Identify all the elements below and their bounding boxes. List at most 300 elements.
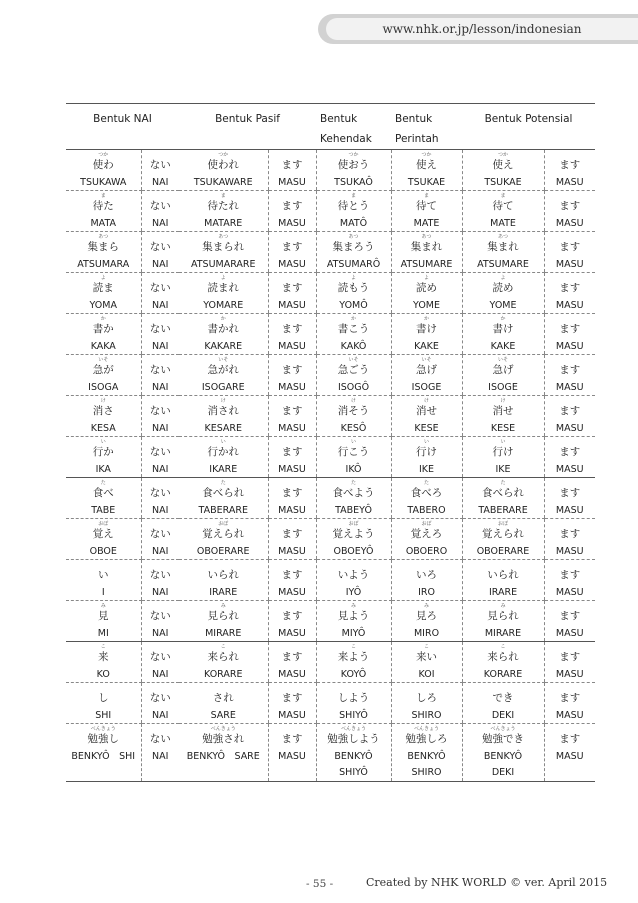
table-cell (179, 601, 268, 642)
table-cell (391, 355, 462, 396)
kana-form: ない (149, 364, 171, 376)
romaji-form: ISOGE (411, 382, 442, 393)
kana-form: ます (559, 323, 581, 335)
romaji-form: DEKI (491, 710, 515, 721)
romaji-form: ATSUMARE (477, 259, 529, 270)
kana-form: 見られ (487, 610, 519, 622)
kana-form: 集まら (87, 241, 119, 253)
furigana: おぼ (498, 521, 509, 527)
table-cell (268, 314, 316, 355)
romaji-form: OBOERO (405, 546, 448, 557)
kana-form: 勉強でき (482, 733, 525, 745)
table-cell (316, 724, 391, 782)
romaji-form-line2: DEKI (491, 767, 515, 778)
furigana: つか (498, 152, 509, 158)
table-cell (66, 314, 141, 355)
table-cell (316, 642, 391, 683)
furigana: べんきょう (341, 726, 367, 732)
table-cell (66, 642, 141, 683)
romaji-form: ISOGARE (201, 382, 245, 393)
table-cell (391, 601, 462, 642)
furigana: み (100, 603, 106, 609)
furigana: つか (348, 152, 359, 158)
furigana: こ (100, 644, 106, 650)
table-cell (141, 601, 179, 642)
romaji-form: NAI (152, 300, 169, 311)
table-cell (268, 150, 316, 191)
romaji-form: OBOEYÔ (333, 546, 374, 557)
kana-form: 来られ (487, 651, 519, 663)
table-cell (268, 642, 316, 683)
romaji-form: TSUKAE (484, 177, 522, 188)
romaji-form: MASU (555, 218, 584, 229)
kana-form: 食べよう (332, 487, 375, 499)
table-cell (544, 150, 595, 191)
romaji-form: IYÔ (345, 587, 362, 598)
romaji-form: TSUKAWA (80, 177, 127, 188)
table-cell (179, 437, 268, 478)
romaji-form-line2: SHIYÔ (339, 767, 368, 778)
table-cell (66, 724, 141, 782)
kana-form: 待て (416, 200, 438, 212)
header-perintah: Bentuk Perintah (391, 104, 462, 150)
table-cell (316, 601, 391, 642)
table-cell (462, 191, 544, 232)
table-cell (179, 396, 268, 437)
kana-form: ます (559, 651, 581, 663)
table-cell (179, 478, 268, 519)
romaji-form: MASU (278, 464, 306, 475)
romaji-form: MASU (278, 628, 306, 639)
table-cell (391, 437, 462, 478)
furigana: つか (98, 152, 109, 158)
kana-form: ない (149, 487, 171, 499)
romaji-form: MASU (555, 751, 584, 762)
table-cell (141, 519, 179, 560)
table-cell (179, 519, 268, 560)
romaji-form: MASU (278, 218, 306, 229)
romaji-form: MASU (278, 423, 306, 434)
kana-form: ない (149, 323, 171, 335)
kana-form: ない (149, 610, 171, 622)
romaji-form: KESA (90, 423, 116, 434)
table-cell (391, 560, 462, 601)
romaji-form: TSUKAE (407, 177, 446, 188)
table-cell (391, 314, 462, 355)
romaji-form: KAKE (490, 341, 516, 352)
kana-form: 勉強しろ (405, 733, 448, 745)
url-banner (318, 14, 638, 44)
kana-form: 消さ (92, 405, 114, 417)
kana-form: ます (281, 282, 303, 294)
kana-form: 書かれ (207, 323, 239, 335)
kana-form: ない (149, 692, 171, 704)
kana-form: ます (281, 733, 303, 745)
table-cell (544, 314, 595, 355)
furigana: べんきょう (210, 726, 236, 732)
table-cell (391, 724, 462, 782)
table-cell (544, 396, 595, 437)
furigana: あつ (348, 234, 359, 240)
romaji-form: BENKYÔ SHI (71, 751, 136, 762)
furigana: い (424, 439, 430, 445)
kana-form: 急げ (492, 364, 514, 376)
kana-form: ない (149, 282, 171, 294)
kana-form: いられ (207, 569, 239, 581)
furigana: いそ (348, 357, 359, 363)
kana-form: 勉強され (202, 733, 245, 745)
table-cell (391, 273, 462, 314)
kana-form: 行こう (337, 446, 370, 458)
table-cell (179, 273, 268, 314)
furigana: おぼ (421, 521, 432, 527)
furigana: み (500, 603, 506, 609)
romaji-form: NAI (152, 710, 169, 721)
furigana: か (100, 316, 106, 322)
table-row (66, 232, 595, 273)
kana-form: 待て (492, 200, 514, 212)
furigana: いそ (218, 357, 229, 363)
kana-form: ます (281, 692, 303, 704)
table-cell (391, 519, 462, 560)
furigana: こ (500, 644, 506, 650)
kana-form: 集まれ (410, 241, 443, 253)
table-cell (462, 642, 544, 683)
romaji-form: NAI (152, 341, 169, 352)
romaji-form: NAI (152, 587, 169, 598)
table-cell (179, 191, 268, 232)
table-cell (179, 355, 268, 396)
romaji-form: KOYÔ (340, 669, 367, 680)
kana-form: ます (281, 528, 303, 540)
table-cell (316, 396, 391, 437)
table-cell (179, 683, 268, 724)
furigana: か (424, 316, 430, 322)
table-cell (544, 437, 595, 478)
romaji-form: TABEYÔ (335, 505, 372, 516)
kana-form: ます (559, 241, 581, 253)
table-row (66, 273, 595, 314)
table-cell (316, 519, 391, 560)
romaji-form: SHIRO (411, 710, 442, 721)
table-cell (179, 724, 268, 782)
kana-form: 見よう (337, 610, 370, 622)
header-potensial: Bentuk Potensial (462, 104, 595, 150)
romaji-form: MATARE (204, 218, 243, 229)
table-cell (268, 437, 316, 478)
kana-form: 勉強しよう (327, 733, 380, 745)
kana-form: 覚えよう (332, 528, 375, 540)
header-kehendak: Bentuk Kehendak (316, 104, 391, 150)
romaji-form: NAI (152, 669, 169, 680)
romaji-form: MASU (278, 669, 306, 680)
furigana: べんきょう (90, 726, 116, 732)
romaji-form: MASU (555, 628, 584, 639)
romaji-form: MASU (555, 341, 584, 352)
table-cell (141, 232, 179, 273)
romaji-form: MASU (278, 587, 306, 598)
romaji-form: SHIYÔ (339, 710, 368, 721)
table-cell (66, 478, 141, 519)
table-cell (544, 232, 595, 273)
romaji-form: YOMARE (203, 300, 244, 311)
table-cell (268, 724, 316, 782)
kana-form: 消され (207, 405, 239, 417)
kana-form: ない (149, 651, 171, 663)
kana-form: 書か (92, 323, 114, 335)
kana-form: ます (281, 323, 303, 335)
kana-form: ます (281, 569, 303, 581)
romaji-form: KORARE (483, 669, 523, 680)
romaji-form: NAI (152, 382, 169, 393)
table-cell (544, 642, 595, 683)
kana-form: 行け (492, 446, 514, 458)
table-cell (391, 642, 462, 683)
kana-form: 使え (416, 159, 438, 171)
url-text: www.nhk.or.jp/lesson/indonesian (326, 18, 638, 40)
romaji-form: MASU (278, 300, 306, 311)
kana-form: しろ (416, 692, 438, 704)
conjugation-table-wrapper (66, 103, 595, 782)
kana-form: でき (492, 692, 514, 704)
kana-form: 消そう (337, 405, 370, 417)
table-cell (268, 560, 316, 601)
romaji-form: MASU (555, 300, 584, 311)
table-row (66, 724, 595, 782)
table-cell (391, 478, 462, 519)
romaji-form: KAKÔ (340, 341, 367, 352)
romaji-form: YOMA (89, 300, 117, 311)
romaji-form: MASU (555, 546, 584, 557)
romaji-form: MASU (278, 382, 306, 393)
kana-form: 見ろ (416, 610, 438, 622)
romaji-form: TABERARE (478, 505, 528, 516)
furigana: い (500, 439, 506, 445)
table-cell (462, 273, 544, 314)
table-cell (544, 273, 595, 314)
kana-form: 集まろう (332, 241, 375, 253)
kana-form: ない (149, 241, 171, 253)
romaji-form: MASU (278, 505, 306, 516)
kana-form: 急が (92, 364, 114, 376)
table-cell (544, 683, 595, 724)
furigana: べんきょう (414, 726, 440, 732)
table-cell (391, 683, 462, 724)
romaji-form: OBOE (89, 546, 117, 557)
kana-form: ない (149, 405, 171, 417)
table-cell (544, 560, 595, 601)
kana-form: 食べられ (482, 487, 525, 499)
table-cell (141, 560, 179, 601)
romaji-form: OBOERARE (196, 546, 250, 557)
romaji-form: SHI (95, 710, 112, 721)
kana-form: 見られ (207, 610, 239, 622)
furigana: あつ (421, 234, 432, 240)
table-cell (66, 601, 141, 642)
kana-form: ます (559, 692, 581, 704)
furigana: け (500, 398, 506, 404)
table-cell (66, 355, 141, 396)
table-cell (141, 150, 179, 191)
table-cell (268, 355, 316, 396)
furigana: あつ (498, 234, 509, 240)
kana-form: 消せ (492, 405, 514, 417)
kana-form: ない (149, 446, 171, 458)
kana-form: ない (149, 159, 171, 171)
romaji-form: SARE (210, 710, 236, 721)
romaji-form: BENKYÔ (483, 751, 523, 762)
table-cell (66, 232, 141, 273)
kana-form: 食べられ (202, 487, 245, 499)
romaji-form: MATA (90, 218, 117, 229)
kana-form: 待た (92, 200, 114, 212)
header-nai: Bentuk NAI (66, 104, 179, 150)
furigana: よ (500, 275, 506, 281)
romaji-form: IKA (95, 464, 111, 475)
kana-form: 行かれ (207, 446, 239, 458)
table-row (66, 601, 595, 642)
romaji-form: KAKA (90, 341, 116, 352)
kana-form: 来よう (337, 651, 370, 663)
romaji-form: MI (97, 628, 109, 639)
kana-form: いられ (487, 569, 519, 581)
table-cell (462, 601, 544, 642)
kana-form: ない (149, 733, 171, 745)
table-cell (544, 478, 595, 519)
table-cell (268, 273, 316, 314)
table-cell (141, 191, 179, 232)
table-cell (316, 232, 391, 273)
copyright-credit: Created by NHK WORLD © ver. April 2015 (366, 876, 608, 889)
furigana: み (424, 603, 430, 609)
romaji-form: KESE (490, 423, 516, 434)
kana-form: ます (281, 651, 303, 663)
kana-form: 行か (92, 446, 114, 458)
kana-form: 来 (98, 651, 109, 663)
kana-form: 覚えろ (410, 528, 443, 540)
furigana: み (351, 603, 357, 609)
kana-form: 勉強し (87, 733, 119, 745)
kana-form: ます (559, 528, 581, 540)
table-row (66, 519, 595, 560)
kana-form: 急がれ (207, 364, 239, 376)
romaji-form: IKARE (209, 464, 238, 475)
table-cell (544, 355, 595, 396)
furigana: か (220, 316, 226, 322)
table-cell (462, 683, 544, 724)
table-cell (179, 150, 268, 191)
kana-form: ます (559, 569, 581, 581)
furigana: つか (218, 152, 229, 158)
kana-form: され (212, 692, 234, 704)
furigana: か (500, 316, 506, 322)
romaji-form: MIRO (413, 628, 440, 639)
furigana: よ (220, 275, 226, 281)
table-cell (268, 396, 316, 437)
table-cell (316, 314, 391, 355)
table-cell (268, 232, 316, 273)
romaji-form: NAI (152, 259, 169, 270)
table-cell (544, 519, 595, 560)
romaji-form: NAI (152, 505, 169, 516)
table-cell (391, 232, 462, 273)
romaji-form: KAKARE (204, 341, 243, 352)
kana-form: ます (559, 610, 581, 622)
kana-form: 食べ (92, 487, 114, 499)
kana-form: ます (281, 610, 303, 622)
furigana: よ (424, 275, 430, 281)
romaji-form: MATE (490, 218, 516, 229)
romaji-form: ATSUMARÔ (326, 259, 381, 270)
furigana: け (100, 398, 106, 404)
kana-form: ます (281, 405, 303, 417)
romaji-form: OBOERARE (476, 546, 530, 557)
table-cell (66, 437, 141, 478)
furigana: い (351, 439, 357, 445)
furigana: ま (500, 193, 506, 199)
furigana: いそ (98, 357, 109, 363)
table-cell (66, 560, 141, 601)
kana-form: ます (559, 405, 581, 417)
kana-form: 読ま (92, 282, 114, 294)
table-row (66, 355, 595, 396)
table-cell (391, 150, 462, 191)
table-cell (462, 478, 544, 519)
table-cell (179, 560, 268, 601)
table-cell (462, 150, 544, 191)
kana-form: ます (281, 159, 303, 171)
table-row (66, 560, 595, 601)
romaji-form: MIRARE (484, 628, 522, 639)
table-cell (316, 150, 391, 191)
table-cell (462, 437, 544, 478)
romaji-form: MASU (555, 423, 584, 434)
kana-form: ます (281, 364, 303, 376)
romaji-form: NAI (152, 464, 169, 475)
table-cell (544, 724, 595, 782)
table-cell (391, 191, 462, 232)
table-cell (462, 396, 544, 437)
furigana: あつ (218, 234, 229, 240)
romaji-form: MASU (555, 259, 584, 270)
furigana: こ (220, 644, 226, 650)
furigana: た (424, 480, 430, 486)
kana-form: ない (149, 528, 171, 540)
furigana: み (220, 603, 226, 609)
kana-form: ます (559, 282, 581, 294)
table-cell (316, 478, 391, 519)
table-row (66, 683, 595, 724)
romaji-form: KOI (418, 669, 435, 680)
furigana: た (220, 480, 226, 486)
kana-form: ます (559, 159, 581, 171)
furigana: い (100, 439, 106, 445)
romaji-form: KESÔ (340, 423, 367, 434)
romaji-form: MIYÔ (341, 628, 366, 639)
table-cell (179, 232, 268, 273)
table-cell (66, 150, 141, 191)
romaji-form: ATSUMARE (400, 259, 453, 270)
romaji-form: MASU (555, 177, 584, 188)
kana-form: 使われ (207, 159, 239, 171)
furigana: こ (351, 644, 357, 650)
table-row (66, 437, 595, 478)
table-cell (141, 314, 179, 355)
romaji-form: NAI (152, 628, 169, 639)
romaji-form: IRARE (488, 587, 518, 598)
table-cell (462, 724, 544, 782)
table-cell (66, 396, 141, 437)
